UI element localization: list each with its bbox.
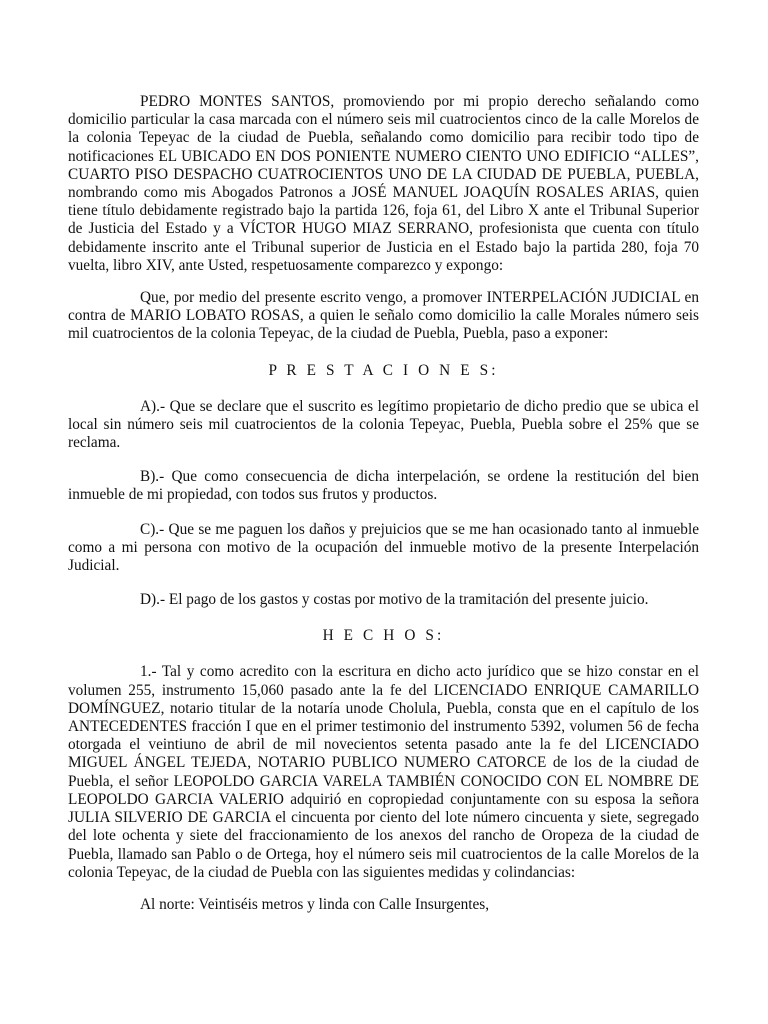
prestacion-b: B).- Que como consecuencia de dicha interpelación, se ordene la restitución del bien inmueble de mi propiedad, con todos sus frutos y productos.: [68, 468, 699, 504]
prestacion-c: C).- Que se me paguen los daños y prejuicios que se me han ocasionado tanto al inmueble como a mi persona con motivo de la ocupación del inmueble motivo de la presente Interpelación Judicial.: [68, 520, 699, 575]
colindancia-norte: Al norte: Veintiséis metros y linda con Calle Insurgentes,: [140, 895, 490, 913]
purpose-paragraph: Que, por medio del presente escrito vengo, a promover INTERPELACIÓN JUDICIAL en contra de MARIO LOBATO ROSAS, a quien le señalo como domicilio la calle Morales número seis mil cuatrocientos de la colonia Tepeyac, de la ciudad de Puebla, Puebla, paso a exponer:: [68, 289, 699, 343]
intro-paragraph: PEDRO MONTES SANTOS, promoviendo por mi propio derecho señalando como domicilio particular la casa marcada con el número seis mil cuatrocientos cinco de la calle Morelos de la colonia Tepeyac de la ciudad de Puebla, señalando como domicilio para recibir todo tipo de notificaciones EL UBICADO EN DOS PONIENTE NUMERO CIENTO UNO EDIFICIO “ALLES”, CUARTO PISO DESPACHO CUATROCIENTOS UNO DE LA CIUDAD DE PUEBLA, PUEBLA, nombrando como mis Abogados Patronos a JOSÉ MANUEL JOAQUÍN ROSALES ARIAS, quien tiene título debidamente registrado bajo la partida 126, foja 61, del Libro X ante el Tribunal Superior de Justicia del Estado y a VÍCTOR HUGO MIAZ SERRANO, profesionista que cuenta con título debidamente inscrito ante el Tribunal superior de Justicia en el Estado bajo la partida 280, foja 70 vuelta, libro XIV, ante Usted, respetuosamente comparezco y expongo:: [68, 93, 699, 274]
prestacion-d: D).- El pago de los gastos y costas por motivo de la tramitación del presente juicio.: [140, 591, 649, 609]
hechos-heading: H E C H O S:: [322, 627, 445, 645]
prestaciones-heading: P R E S T A C I O N E S:: [268, 361, 499, 379]
hecho-1-paragraph: 1.- Tal y como acredito con la escritura en dicho acto jurídico que se hizo constar en el volumen 255, instrumento 15,060 pasado ante la fe del LICENCIADO ENRIQUE CAMARILLO DOMÍNGUEZ, notario titular de la notaría unode Cholula, Puebla, consta que en el capítulo de los ANTECEDENTES fracción I que en el primer testimonio del instrumento 5392, volumen 56 de fecha otorgada el veintiuno de abril de mil novecientos setenta pasado ante la fe del LICENCIADO MIGUEL ÁNGEL TEJEDA, NOTARIO PUBLICO NUMERO CATORCE de los de la ciudad de Puebla, el señor LEOPOLDO GARCIA VARELA TAMBIÉN CONOCIDO CON EL NOMBRE DE LEOPOLDO GARCIA VALERIO adquirió en copropiedad conjuntamente con su esposa la señora JULIA SILVERIO DE GARCIA el cincuenta por ciento del lote número cincuenta y siete, segregado del lote ochenta y siete del fraccionamiento de los anexos del rancho de Oropeza de la ciudad de Puebla, llamado san Pablo o de Ortega, hoy el número seis mil cuatrocientos de la calle Morelos de la colonia Tepeyac, de la ciudad de Puebla con las siguientes medidas y colindancias:: [68, 663, 699, 881]
prestacion-a: A).- Que se declare que el suscrito es legítimo propietario de dicho predio que se ubica el local sin número seis mil cuatrocientos de la colonia Tepeyac, Puebla, Puebla sobre el 25% que se reclama.: [68, 397, 699, 452]
